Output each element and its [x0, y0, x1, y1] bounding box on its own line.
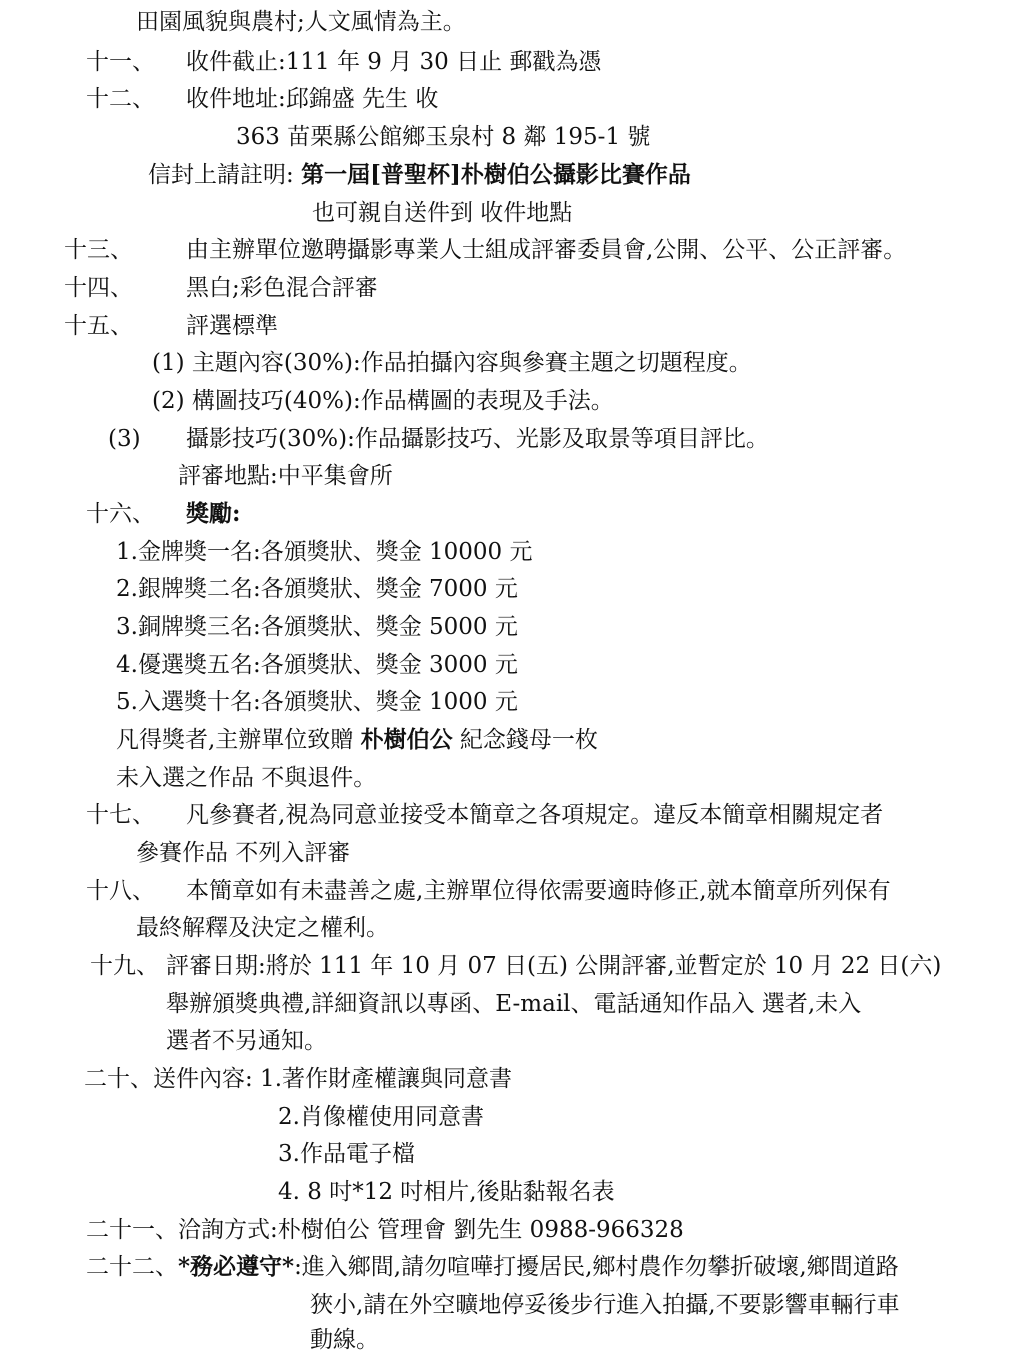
item-22-must-follow: *務必遵守*	[178, 1253, 295, 1280]
envelope-note-label: 信封上請註明:	[148, 162, 302, 188]
item-12-address-label: 收件地址:邱錦盛 先生 收	[186, 86, 439, 112]
item-17-number: 十七、	[86, 802, 155, 828]
no-return-note: 未入選之作品 不與退件。	[116, 765, 377, 791]
item-13-number: 十三、	[64, 237, 133, 263]
submission-4: 4. 8 吋*12 吋相片,後貼黏報名表	[278, 1179, 615, 1205]
item-18-amendment: 本簡章如有未盡善之處,主辦單位得依需要適時修正,就本簡章所列保有	[186, 878, 891, 904]
criteria-3: 攝影技巧(30%):作品攝影技巧、光影及取景等項目評比。	[186, 426, 769, 452]
winner-gift-suffix: 紀念錢母一枚	[452, 727, 598, 753]
item-21-contact: 二十一、洽詢方式:朴樹伯公 管理會 劉先生 0988-966328	[86, 1217, 684, 1243]
item-19-continued-2: 選者不另通知。	[166, 1028, 327, 1054]
winner-gift-note	[116, 725, 598, 755]
winner-gift-name: 朴樹伯公	[360, 726, 453, 753]
item-22-continued-1: 狹小,請在外空曠地停妥後步行進入拍攝,不要影響車輛行車	[310, 1292, 900, 1318]
item-15-number: 十五、	[64, 313, 133, 339]
item-15-criteria-title: 評選標準	[186, 313, 278, 339]
item-18-continued: 最終解釋及決定之權利。	[136, 915, 389, 941]
judging-venue: 評審地點:中平集會所	[178, 463, 393, 489]
mailing-address: 363 苗栗縣公館鄉玉泉村 8 鄰 195-1 號	[236, 124, 651, 150]
item-22-continued-2: 動線。	[310, 1327, 379, 1353]
criteria-1: (1) 主題內容(30%):作品拍攝內容與參賽主題之切題程度。	[152, 350, 752, 376]
item-19-number: 十九、	[90, 953, 159, 979]
envelope-note	[148, 160, 691, 190]
line-theme-continued: 田園風貌與農村;人文風情為主。	[136, 9, 466, 35]
item-16-number: 十六、	[86, 501, 155, 527]
award-bronze: 3.銅牌獎三名:各頒獎狀、獎金 5000 元	[116, 614, 518, 640]
item-17-agreement: 凡參賽者,視為同意並接受本簡章之各項規定。違反本簡章相關規定者	[186, 802, 884, 828]
item-12-number: 十二、	[86, 86, 155, 112]
item-22-rules	[86, 1252, 899, 1282]
criteria-2: (2) 構圖技巧(40%):作品構圖的表現及手法。	[152, 388, 614, 414]
item-14-number: 十四、	[64, 275, 133, 301]
item-22-text: :進入鄉間,請勿喧嘩打擾居民,鄉村農作勿攀折破壞,鄉間道路	[294, 1254, 899, 1280]
item-19-continued-1: 舉辦頒獎典禮,詳細資訊以專函、E-mail、電話通知作品入 選者,未入	[166, 991, 862, 1017]
hand-delivery-note: 也可親自送件到 收件地點	[312, 200, 573, 226]
award-silver: 2.銀牌獎二名:各頒獎狀、獎金 7000 元	[116, 576, 518, 602]
award-merit: 4.優選獎五名:各頒獎狀、獎金 3000 元	[116, 652, 518, 678]
winner-gift-prefix: 凡得獎者,主辦單位致贈	[116, 727, 361, 753]
submission-2: 2.肖像權使用同意書	[278, 1104, 484, 1130]
item-13-jury: 由主辦單位邀聘攝影專業人士組成評審委員會,公開、公平、公正評審。	[186, 237, 907, 263]
item-20-submission: 二十、送件內容: 1.著作財產權讓與同意書	[84, 1066, 513, 1092]
item-16-awards-title: 獎勵:	[186, 500, 241, 527]
item-11-number: 十一、	[86, 49, 155, 75]
envelope-note-title: 第一屆[普聖杯]朴樹伯公攝影比賽作品	[301, 161, 691, 188]
item-11-deadline: 收件截止:111 年 9 月 30 日止 郵戳為憑	[186, 49, 602, 75]
item-19-judging-date: 評審日期:將於 111 年 10 月 07 日(五) 公開評審,並暫定於 10 月 22 日(六)	[166, 953, 942, 979]
award-selected: 5.入選獎十名:各頒獎狀、獎金 1000 元	[116, 689, 518, 715]
submission-3: 3.作品電子檔	[278, 1141, 415, 1167]
item-17-continued: 參賽作品 不列入評審	[136, 840, 351, 866]
item-14-judging-type: 黑白;彩色混合評審	[186, 275, 378, 301]
item-22-number: 二十二、	[86, 1254, 178, 1280]
item-18-number: 十八、	[86, 878, 155, 904]
criteria-3-number: (3)	[108, 426, 141, 452]
award-gold: 1.金牌獎一名:各頒獎狀、獎金 10000 元	[116, 539, 533, 565]
